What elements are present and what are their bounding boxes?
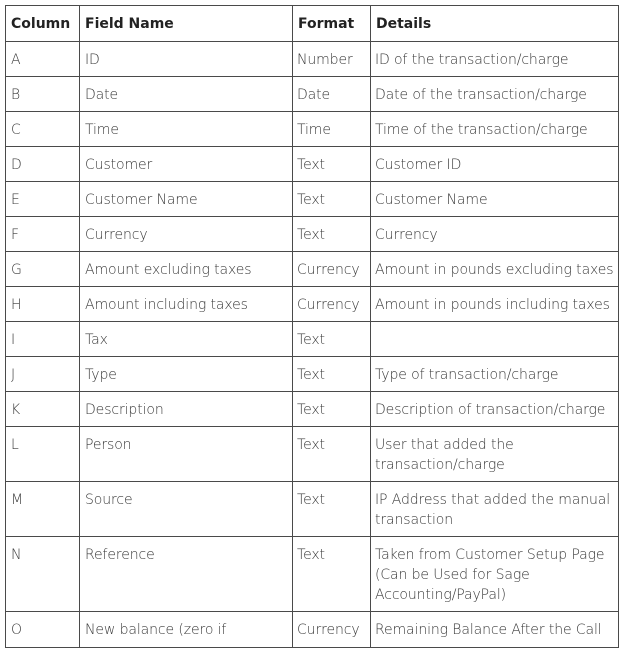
field-name-cell: New balance (zero if — [80, 612, 293, 648]
format-cell: Text — [293, 357, 371, 392]
table-row — [6, 112, 619, 147]
column-cell: F — [6, 217, 80, 252]
field-name-cell: Person — [80, 427, 293, 482]
format-cell: Text — [293, 392, 371, 427]
format-cell: Currency — [293, 612, 371, 648]
field-name-cell: Description — [80, 392, 293, 427]
details-cell: Time of the transaction/charge — [371, 112, 619, 147]
format-cell: Time — [293, 112, 371, 147]
field-name-cell: Customer — [80, 147, 293, 182]
field-name-cell: Type — [80, 357, 293, 392]
column-cell: G — [6, 252, 80, 287]
column-cell: K — [6, 392, 80, 427]
column-cell: N — [6, 537, 80, 612]
format-cell: Number — [293, 42, 371, 77]
details-cell: Currency — [371, 217, 619, 252]
column-cell: M — [6, 482, 80, 537]
details-cell: Customer Name — [371, 182, 619, 217]
format-cell: Text — [293, 147, 371, 182]
field-name-cell: Source — [80, 482, 293, 537]
table-row — [6, 392, 619, 427]
format-cell: Text — [293, 217, 371, 252]
table-row — [6, 612, 619, 648]
format-cell: Date — [293, 77, 371, 112]
field-name-cell: Reference — [80, 537, 293, 612]
field-name-cell: Tax — [80, 322, 293, 357]
table-row — [6, 537, 619, 612]
format-cell: Text — [293, 182, 371, 217]
column-cell: C — [6, 112, 80, 147]
field-name-cell: Amount excluding taxes — [80, 252, 293, 287]
column-cell: E — [6, 182, 80, 217]
table-row — [6, 217, 619, 252]
details-cell: Date of the transaction/charge — [371, 77, 619, 112]
field-name-cell: Currency — [80, 217, 293, 252]
column-header: Column — [6, 6, 80, 42]
details-cell: Customer ID — [371, 147, 619, 182]
column-cell: I — [6, 322, 80, 357]
column-cell: D — [6, 147, 80, 182]
field-name-cell: Date — [80, 77, 293, 112]
table-row — [6, 252, 619, 287]
field-name-cell: ID — [80, 42, 293, 77]
column-cell: O — [6, 612, 80, 648]
field-name-cell: Amount including taxes — [80, 287, 293, 322]
table-row — [6, 182, 619, 217]
column-cell: H — [6, 287, 80, 322]
details-cell: Amount in pounds excluding taxes — [371, 252, 619, 287]
column-cell: A — [6, 42, 80, 77]
table-row — [6, 482, 619, 537]
details-cell: IP Address that added the manual transaction — [371, 482, 619, 537]
table-row — [6, 147, 619, 182]
format-cell: Text — [293, 482, 371, 537]
details-cell: Remaining Balance After the Call — [371, 612, 619, 648]
column-cell: L — [6, 427, 80, 482]
format-cell: Text — [293, 427, 371, 482]
table-header-row — [6, 6, 619, 42]
table-row — [6, 357, 619, 392]
details-cell: Amount in pounds including taxes — [371, 287, 619, 322]
table-row — [6, 42, 619, 77]
details-cell: Type of transaction/charge — [371, 357, 619, 392]
details-cell: User that added the transaction/charge — [371, 427, 619, 482]
details-cell: Description of transaction/charge — [371, 392, 619, 427]
format-cell: Currency — [293, 252, 371, 287]
details-cell: Taken from Customer Setup Page (Can be Used for Sage Accounting/PayPal) — [371, 537, 619, 612]
column-cell: B — [6, 77, 80, 112]
field-name-cell: Customer Name — [80, 182, 293, 217]
format-cell: Currency — [293, 287, 371, 322]
table-row — [6, 77, 619, 112]
details-cell: ID of the transaction/charge — [371, 42, 619, 77]
column-cell: J — [6, 357, 80, 392]
format-header: Format — [293, 6, 371, 42]
format-cell: Text — [293, 322, 371, 357]
field-name-cell: Time — [80, 112, 293, 147]
details-cell — [371, 322, 619, 357]
table-row — [6, 427, 619, 482]
format-cell: Text — [293, 537, 371, 612]
table-row — [6, 322, 619, 357]
table-row — [6, 287, 619, 322]
field-name-header: Field Name — [80, 6, 293, 42]
field-spec-table — [5, 5, 619, 648]
details-header: Details — [371, 6, 619, 42]
